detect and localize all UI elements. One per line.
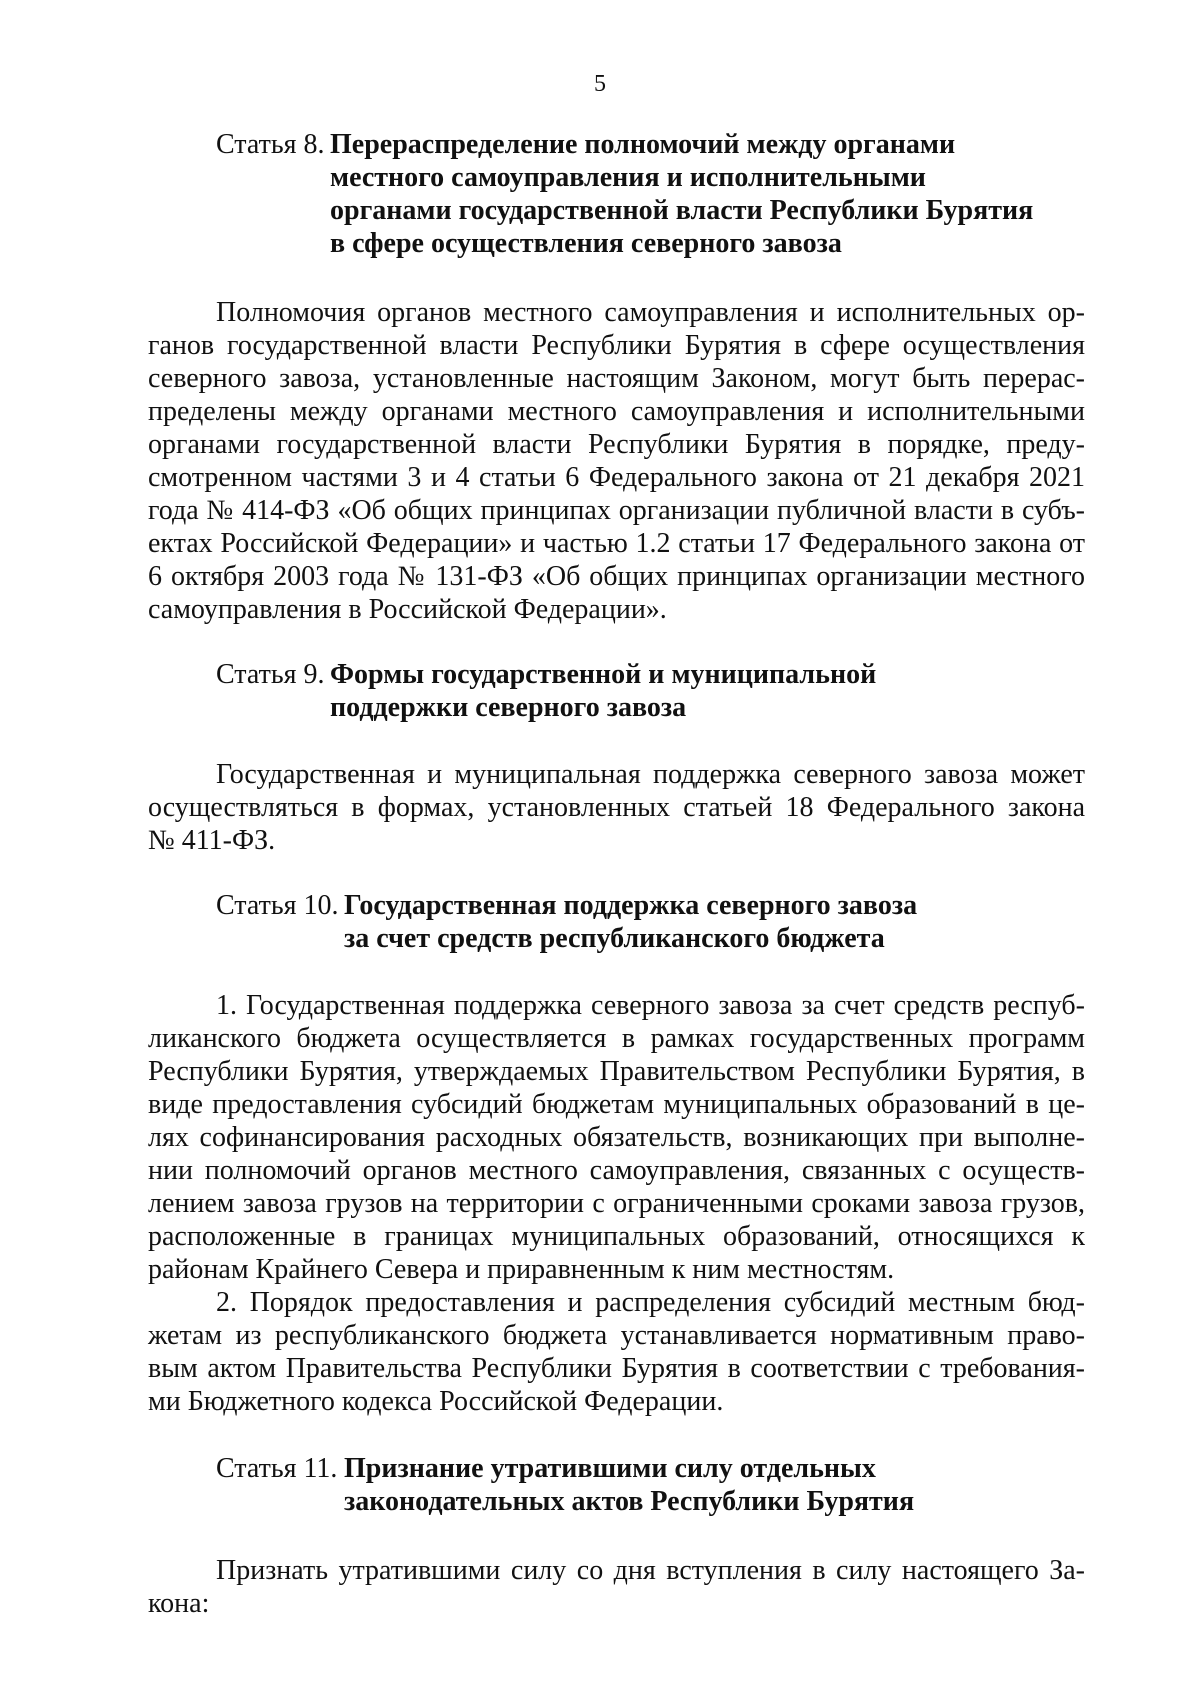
- paragraph-line: 2. Порядок предоставления и распределения субсидий местным бюд-: [216, 1287, 1085, 1318]
- article-title-line: Признание утратившими силу отдельных: [344, 1453, 876, 1484]
- paragraph-line: нии полномочий органов местного самоуправления, связанных с осуществ-: [148, 1155, 1085, 1186]
- article-title-line: в сфере осуществления северного завоза: [330, 228, 842, 259]
- article-title-line: за счет средств республиканского бюджета: [344, 923, 885, 954]
- paragraph-line: жетам из республиканского бюджета устанавливается нормативным право-: [148, 1320, 1085, 1351]
- paragraph-line: органами государственной власти Республики Бурятия в порядке, преду-: [148, 429, 1085, 460]
- paragraph-line: ганов государственной власти Республики Бурятия в сфере осуществления: [148, 330, 1085, 361]
- paragraph: [148, 1286, 1085, 1418]
- paragraph-line: виде предоставления субсидий бюджетам муниципальных образований в це-: [148, 1089, 1085, 1120]
- paragraph: [148, 1554, 1085, 1620]
- document-body: [148, 128, 1085, 1620]
- paragraph: [148, 989, 1085, 1286]
- paragraph: [148, 296, 1085, 626]
- article-heading: [148, 889, 1085, 955]
- paragraph-line: расположенные в границах муниципальных образований, относящихся к: [148, 1221, 1085, 1252]
- article-title-line: органами государственной власти Республики Бурятия: [330, 195, 1034, 226]
- article-label: Статья 9.: [216, 659, 325, 690]
- paragraph-line: ликанского бюджета осуществляется в рамках государственных программ: [148, 1023, 1085, 1054]
- paragraph-line: Республики Бурятия, утверждаемых Правительством Республики Бурятия, в: [148, 1056, 1085, 1087]
- paragraph-line: смотренном частями 3 и 4 статьи 6 Федерального закона от 21 декабря 2021: [148, 462, 1085, 493]
- paragraph-line: ми Бюджетного кодекса Российской Федерации.: [148, 1386, 724, 1417]
- paragraph-line: кона:: [148, 1588, 210, 1619]
- article-title-line: Государственная поддержка северного завоза: [344, 890, 918, 921]
- paragraph-line: ектах Российской Федерации» и частью 1.2 статьи 17 Федерального закона от: [148, 528, 1085, 559]
- paragraph-line: пределены между органами местного самоуправления и исполнительными: [148, 396, 1085, 427]
- paragraph-line: осуществляться в формах, установленных статьей 18 Федерального закона: [148, 792, 1085, 823]
- paragraph-line: районам Крайнего Севера и приравненным к ним местностям.: [148, 1254, 895, 1285]
- article-heading: [148, 658, 1085, 724]
- article-title-line: местного самоуправления и исполнительными: [330, 162, 926, 193]
- paragraph-line: Признать утратившими силу со дня вступления в силу настоящего За-: [216, 1555, 1085, 1586]
- paragraph-line: Полномочия органов местного самоуправления и исполнительных ор-: [216, 297, 1085, 328]
- article-heading: [148, 1452, 1085, 1518]
- paragraph-line: Государственная и муниципальная поддержка северного завоза может: [216, 759, 1085, 790]
- paragraph-line: 1. Государственная поддержка северного завоза за счет средств респуб-: [216, 990, 1085, 1021]
- paragraph: [148, 758, 1085, 857]
- paragraph-line: № 411-ФЗ.: [148, 825, 276, 856]
- paragraph-line: вым актом Правительства Республики Бурятия в соответствии с требования-: [148, 1353, 1085, 1384]
- article-label: Статья 11.: [216, 1453, 338, 1484]
- paragraph-line: северного завоза, установленные настоящим Законом, могут быть перерас-: [148, 363, 1085, 394]
- article-title-line: поддержки северного завоза: [330, 692, 687, 723]
- article-title-line: Перераспределение полномочий между органами: [330, 129, 956, 160]
- paragraph-line: лях софинансирования расходных обязательств, возникающих при выполне-: [148, 1122, 1085, 1153]
- article-heading: [148, 128, 1085, 260]
- page-number: 5: [594, 71, 606, 97]
- article-title-line: законодательных актов Республики Бурятия: [344, 1486, 915, 1517]
- paragraph-line: года № 414-ФЗ «Об общих принципах организации публичной власти в субъ-: [148, 495, 1085, 526]
- paragraph-line: самоуправления в Российской Федерации».: [148, 594, 667, 625]
- article-label: Статья 10.: [216, 890, 339, 921]
- paragraph-line: 6 октября 2003 года № 131-ФЗ «Об общих принципах организации местного: [148, 561, 1085, 592]
- article-title-line: Формы государственной и муниципальной: [330, 659, 877, 690]
- article-label: Статья 8.: [216, 129, 325, 160]
- paragraph-line: лением завоза грузов на территории с ограниченными сроками завоза грузов,: [148, 1188, 1085, 1219]
